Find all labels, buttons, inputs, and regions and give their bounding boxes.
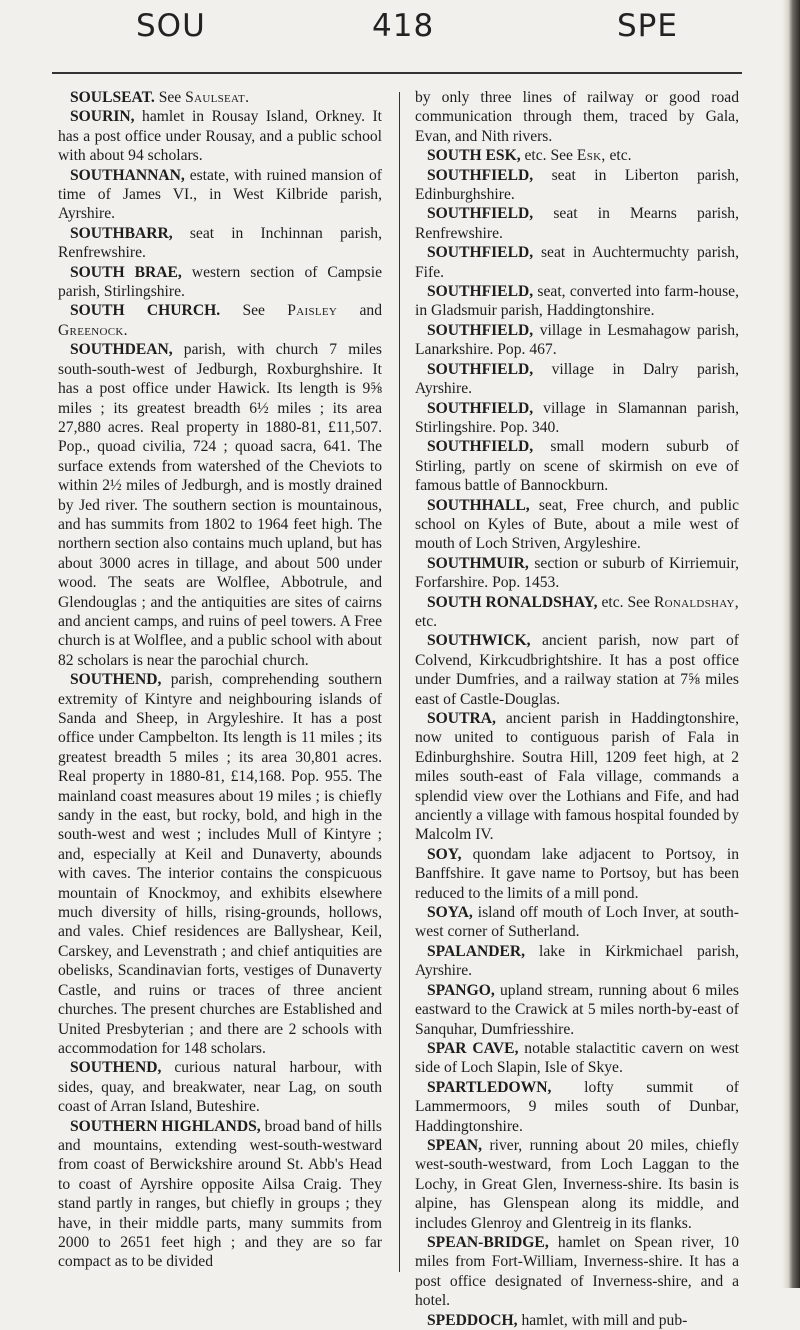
dictionary-entry <box>415 282 739 321</box>
entry-text: seat in Liberton parish, Edinburghshire. <box>415 166 739 204</box>
dictionary-entry <box>415 709 739 845</box>
entry-text: See <box>220 302 288 320</box>
entry-text: seat in Mearns parish, Renfrewshire. <box>415 205 739 242</box>
entry-text: upland stream, running about 6 miles eastward to the Crawick at 5 miles north-by-east of Sanquhar, Dumfriesshire. <box>415 981 739 1038</box>
dictionary-entry <box>415 942 739 981</box>
entry-text: lake in Kirkmichael parish, Ayrshire. <box>415 942 739 980</box>
dictionary-entry <box>58 166 382 224</box>
dictionary-entry <box>58 88 382 107</box>
entry-text: curious natural harbour, with sides, quay, and breakwater, near Lag, on south coast of Arran Island, Buteshire. <box>58 1059 382 1116</box>
entry-text: etc. See <box>520 147 577 165</box>
dictionary-entry <box>415 166 739 205</box>
entry-headword: SOURIN, <box>70 108 135 126</box>
dictionary-entry <box>58 301 382 340</box>
entry-text: seat, converted into farm-house, in Gladsmuir parish, Haddingtonshire. <box>415 283 739 320</box>
entry-text: small modern suburb of Stirling, partly on scene of skirmish on eve of famous battle of Bannockburn. <box>415 438 739 495</box>
entry-headword: SOUTHDEAN, <box>70 341 173 359</box>
entry-text: notable stalactitic cavern on west side of Loch Slapin, Isle of Skye. <box>415 1039 739 1077</box>
dictionary-entry <box>58 340 382 670</box>
dictionary-entry <box>415 1233 739 1311</box>
entry-text: hamlet, with mill and pub- <box>517 1311 688 1329</box>
entry-text: quondam lake adjacent to Portsoy, in Banffshire. It gave name to Portsoy, but has been reduced to the limits of a mill pond. <box>415 845 739 902</box>
cross-reference: Greenock. <box>58 321 128 339</box>
entry-headword: SOUTH CHURCH. <box>70 302 221 320</box>
entry-text: estate, with ruined mansion of time of James VI., in West Kilbride parish, Ayrshire. <box>58 166 382 223</box>
dictionary-entry <box>58 263 382 302</box>
entry-headword: SPEAN, <box>427 1136 483 1154</box>
entry-text: and <box>337 302 383 320</box>
entry-headword: SOUTHANNAN, <box>70 166 185 184</box>
cross-reference: Paisley <box>287 302 338 320</box>
entry-text: ancient parish in Haddingtonshire, now united to contiguous parish of Fala in Edinburghshire. Soutra Hill, 1209 feet high, at 2 miles south-east of Fala village, commands a splendid view over the Lothians and Fife, and had anciently a village with famous hospital founded by Malcolm IV. <box>415 710 739 844</box>
entry-text: seat in Inchinnan parish, Renfrewshire. <box>58 224 382 262</box>
entry-headword: SOUTH ESK, <box>427 147 521 165</box>
entry-text: island off mouth of Loch Inver, at south-west corner of Sutherland. <box>415 904 739 941</box>
entry-headword: SOUTHERN HIGHLANDS, <box>70 1117 261 1135</box>
entry-headword: SPAR CAVE, <box>427 1039 519 1057</box>
entry-headword: SOUTHHALL, <box>427 496 530 514</box>
entry-headword: SPANGO, <box>427 981 495 999</box>
dictionary-entry <box>415 903 739 942</box>
dictionary-entry <box>415 496 739 554</box>
entry-headword: SOUTHFIELD, <box>427 360 534 378</box>
entry-headword: SOUTHFIELD, <box>427 399 534 417</box>
entry-headword: SOUTHMUIR, <box>427 554 529 572</box>
entry-headword: SOUTHWICK, <box>427 632 531 650</box>
entry-headword: SPALANDER, <box>427 942 526 960</box>
right-column <box>415 88 739 1330</box>
entry-headword: SOUTH RONALDSHAY, <box>427 593 598 611</box>
entry-headword: SOUTHFIELD, <box>427 321 534 339</box>
entry-headword: SOUTHFIELD, <box>427 438 534 456</box>
dictionary-entry <box>58 1058 382 1116</box>
dictionary-entry <box>415 554 739 593</box>
entry-text: etc. See <box>597 593 654 611</box>
dictionary-entry <box>415 360 739 399</box>
entry-headword: SOUTHFIELD, <box>427 283 534 301</box>
entry-headword: SPEAN-BRIDGE, <box>427 1233 549 1251</box>
dictionary-entry <box>415 1136 739 1233</box>
entry-headword: SOUTHEND, <box>70 1059 162 1077</box>
dictionary-entry <box>415 437 739 495</box>
running-head-left: SOU <box>136 8 206 44</box>
dictionary-entry <box>415 204 739 243</box>
entry-text: parish, comprehending southern extremity of Kintyre and neighbouring islands of Sanda and Sheep, in Argyleshire. It has a post office under Campbelton. Its length is 11 miles ; its greatest breadth 5 miles ; its area 30,801 acres. Real property in 1880-81, £14,168. Pop. 955. The mainland coast measures about 19 miles ; is chiefly sandy in the east, but rocky, bold, and high in the south-west and west ; includes Mull of Kintyre ; and, especially at Keil and Dunaverty, abounds with caves. The interior contains the conspicuous mountain of Knockmoy, and exhibits elsewhere much diversity of hills, rising-grounds, hollows, and vales. Chief residences are Ballyshear, Keil, Carskey, and Levenstrath ; and chief antiquities are obelisks, Scandinavian forts, vestiges of Dunaverty Castle, and ruins or traces of three ancient churches. The present churches are Established and United Presbyterian ; and there are 2 schools with accommodation for 148 scholars. <box>58 671 382 1057</box>
entry-headword: SOUTH BRAE, <box>70 263 182 281</box>
entry-headword: SOULSEAT. <box>70 89 155 106</box>
dictionary-entry <box>415 321 739 360</box>
entry-headword: SOUTHFIELD, <box>427 244 534 262</box>
entry-text: etc. <box>605 147 632 165</box>
dictionary-entry <box>415 845 739 903</box>
entry-headword: SPARTLEDOWN, <box>427 1078 552 1096</box>
dictionary-entry <box>415 1078 739 1136</box>
dictionary-entry <box>58 107 382 165</box>
entry-text: hamlet in Rousay Island, Orkney. It has a post office under Rousay, and a public school with about 94 scholars. <box>58 108 382 165</box>
entry-text: section or suburb of Kirriemuir, Forfarshire. Pop. 1453. <box>415 554 739 592</box>
column-divider <box>399 92 400 1272</box>
dictionary-entry <box>58 1117 382 1272</box>
running-head-right: SPE <box>617 8 678 44</box>
entry-headword: SOYA, <box>427 904 473 922</box>
entry-text: village in Slamannan parish, Stirlingshire. Pop. 340. <box>415 399 739 436</box>
entry-text: river, running about 20 miles, chiefly west-south-westward, from Loch Laggan to the Lochy, in Great Glen, Inverness-shire. Its basin is alpine, has Glenspean along its middle, and includes Glenroy and Glentreig in its flanks. <box>415 1136 739 1232</box>
entry-text: broad band of hills and mountains, extending west-south-westward from coast of Berwickshire around St. Abb's Head to coast of Ayrshire opposite Ailsa Craig. They stand partly in ranges, but chiefly in groups ; they have, in their middle parts, many summits from 2000 to 2651 feet high ; and they are so far compact as to be divided <box>58 1117 382 1271</box>
dictionary-entry <box>415 631 739 709</box>
dictionary-entry <box>415 981 739 1039</box>
cross-reference: Ronaldshay, <box>653 593 739 611</box>
entry-text: hamlet on Spean river, 10 miles from Fort-William, Inverness-shire. It has a post office designated of Inverness-shire, and a hotel. <box>415 1233 739 1310</box>
page-edge-shadow <box>782 0 800 1288</box>
entry-text: seat in Auchtermuchty parish, Fife. <box>415 244 739 281</box>
entry-text: seat, Free church, and public school on Kyles of Bute, about a mile west of mouth of Loch Striven, Argyleshire. <box>415 496 739 553</box>
entry-text: lofty summit of Lammermoors, 9 miles south of Dunbar, Haddingtonshire. <box>415 1078 739 1135</box>
page-number: 418 <box>372 8 435 44</box>
entry-text: village in Lesmahagow parish, Lanarkshire. Pop. 467. <box>415 321 739 359</box>
entry-text: by only three lines of railway or good road communication through them, traced by Gala, Evan, and Nith rivers. <box>415 89 739 145</box>
dictionary-entry <box>415 146 739 165</box>
entry-text: etc. <box>415 612 438 630</box>
entry-headword: SOUTHEND, <box>70 671 162 689</box>
entry-headword: SOUTHFIELD, <box>427 205 534 223</box>
page-header <box>0 6 800 70</box>
entry-text: See <box>154 89 186 106</box>
entry-headword: SOUTRA, <box>427 710 496 727</box>
entry-headword: SOUTHFIELD, <box>427 166 534 184</box>
dictionary-entry <box>58 224 382 263</box>
entry-headword: SOUTHBARR, <box>70 224 173 242</box>
cross-reference: Esk, <box>576 147 606 165</box>
dictionary-entry <box>415 88 739 146</box>
header-rule <box>52 72 742 74</box>
entry-text: ancient parish, now part of Colvend, Kirkcudbrightshire. It has a post office under Dumfries, and a railway station at 7⅝ miles east of Castle-Douglas. <box>415 632 739 708</box>
entry-headword: SOY, <box>427 845 462 863</box>
left-column <box>58 88 382 1272</box>
dictionary-entry <box>415 1311 739 1330</box>
entry-text: western section of Campsie parish, Stirlingshire. <box>58 263 382 301</box>
cross-reference: Saulseat. <box>185 89 250 106</box>
dictionary-entry <box>415 1039 739 1078</box>
entry-text: parish, with church 7 miles south-south-west of Jedburgh, Roxburghshire. It has a post office under Hawick. Its length is 9⅝ miles ; its greatest breadth 6½ miles ; its area 27,880 acres. Real property in 1880-81, £11,507. Pop., quoad civilia, 724 ; quoad sacra, 641. The surface extends from watershed of the Cheviots to within 2½ miles of Jedburgh, and is mostly drained by Jed river. The southern section is mountainous, and has summits from 1802 to 1964 feet high. The northern section also contains much upland, but has about 3000 acres in tillage, and about 500 under wood. The seats are Wolflee, Abbotrule, and Glendouglas ; and the antiquities are sites of cairns and ancient camps, and ruins of peel towers. A Free church is at Wolflee, and a public school with about 82 scholars is near the parochial church. <box>58 341 382 669</box>
entry-headword: SPEDDOCH, <box>427 1311 518 1329</box>
dictionary-entry <box>415 593 739 632</box>
entry-text: village in Dalry parish, Ayrshire. <box>415 360 739 398</box>
dictionary-entry <box>415 399 739 438</box>
dictionary-entry <box>58 670 382 1058</box>
dictionary-entry <box>415 243 739 282</box>
